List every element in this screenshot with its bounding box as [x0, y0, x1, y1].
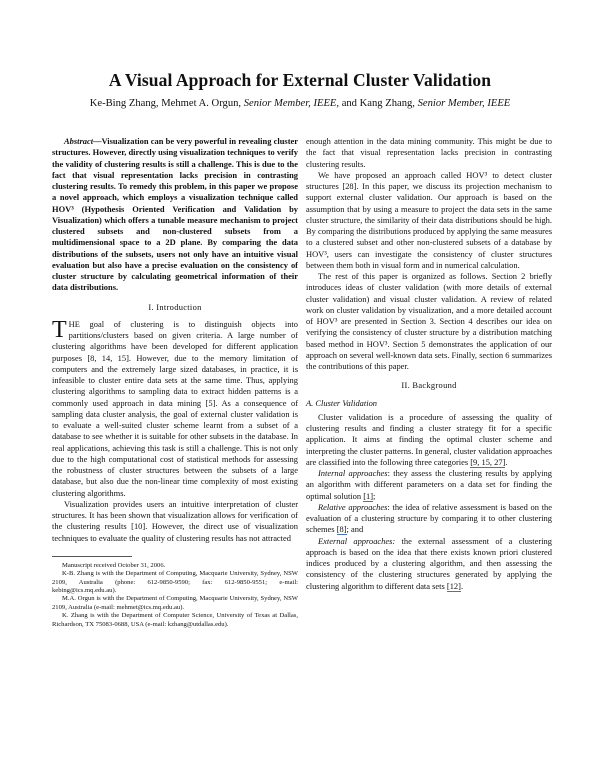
left-column — [52, 136, 298, 629]
author-role-2: Senior Member, IEEE — [417, 98, 511, 109]
footnote-author-1: K-B. Zhang is with the Department of Computing, Macquarie University, Sydney, NSW 2109, Australia (phone: 612-9850-9590; fax: 612-9850-9551; e-mail: kebing@ics.mq.edu.au). — [52, 570, 298, 594]
punctuation: ; — [373, 490, 376, 501]
citation-link[interactable]: [8] — [336, 524, 347, 535]
footnote-author-2: M.A. Orgun is with the Department of Computing, Macquarie University, Sydney, NSW 2109, Australia (e-mail: mehmet@ics.mq.edu.au). — [52, 595, 298, 611]
intro-paragraph-4: The rest of this paper is organized as follows. Section 2 briefly introduces ideas of cluster validation (with more details of external cluster validation) and visual cluster validation. A review of related work on cluster validation by visualization, and a more detailed account of HOV³ are presented in Section 3. Section 4 describes our idea on verifying the consistency of cluster structure by a distribution matching based method in HOV³. Section 5 demonstrates the application of our approach on several well-known data sets. Finally, section 6 summarizes the contributions of this paper. — [306, 271, 552, 371]
internal-approaches-text: : they assess the clustering results by applying an algorithm with different parameters on a data set for finding the optimal solution — [306, 468, 552, 501]
author-names-2: , and Kang Zhang, — [336, 98, 418, 109]
citation-link[interactable]: [1] — [363, 490, 374, 501]
author-line — [0, 98, 600, 109]
footnote-received: Manuscript received October 31, 2006. — [62, 561, 166, 569]
footnote-rule — [52, 556, 132, 557]
drop-cap: T — [52, 316, 67, 343]
author-names-1: Ke-Bing Zhang, Mehmet A. Orgun, — [89, 98, 244, 109]
footnotes — [52, 556, 298, 629]
punctuation: . — [505, 456, 508, 467]
background-paragraph-1 — [306, 412, 552, 468]
abstract-label: Abstract — [64, 136, 94, 146]
section-heading-background: II. Background — [401, 380, 457, 391]
external-approaches-text: the external assessment of a clustering approach is based on the idea that there exists known priori clustered indices produced by a clustering algorithm, and then assessing the consistency of the clustering structures generated by applying the clustering algorithm to different data sets — [306, 535, 552, 591]
citation-link[interactable]: [9, 15, 27] — [470, 456, 506, 467]
intro-continuation: enough attention in the data mining community. This might be due to the fact that visual representation lacks precision in contrasting clustering results. — [306, 136, 552, 169]
relative-approaches-paragraph — [306, 502, 552, 536]
background-paragraph-1-text: Cluster validation is a procedure of assessing the quality of clustering results and finding a cluster strategy fit for a specific application. It aims at finding the optimal cluster scheme and interpreting the cluster patterns. In general, cluster validation approaches are classified into the following three categories — [306, 411, 552, 467]
internal-approaches-paragraph — [306, 468, 552, 502]
citation-link[interactable]: [12] — [446, 580, 461, 591]
section-heading-introduction: I. Introduction — [148, 301, 202, 312]
footnote-author-3: K. Zhang is with the Department of Computer Science, University of Texas at Dallas, Richardson, TX 75083-0688, USA (e-mail: kzhang@utdallas.edu). — [52, 612, 298, 628]
abstract — [52, 136, 298, 294]
relative-approaches-text: : the idea of relative assessment is based on the evaluation of a clustering structure by comparing it to other clustering schemes — [306, 501, 552, 535]
right-column — [306, 136, 552, 592]
external-approaches-label: External approaches: — [318, 535, 396, 546]
punctuation: ; and — [346, 524, 364, 535]
abstract-text: —Visualization can be very powerful in revealing cluster structures. However, directly using visualization techniques to verify the validity of clustering results is still a challenge. This is due to the fact that visual representation lacks precision in contrasting clustering results. To remedy this problem, in this paper we propose a novel approach, which employs a visualization technique called HOV³ (Hypothesis Oriented Verification and Validation by Visualization) which offers a tunable measure mechanism to project clustered subsets and non-clustered subsets from a multidimensional space to a 2D plane. By comparing the data distributions of the subsets, users not only have an intuitive visual evaluation but also have a precise evaluation on the consistency of cluster structure by calculating geometrical information of their data distributions. — [52, 136, 298, 293]
intro-paragraph-3: We have proposed an approach called HOV³ to detect cluster structures [28]. In this paper, we discuss its projection mechanism to support external cluster validation. Our approach is based on the assumption that by using a measure to project the data sets in the same cluster structure, the similarity of their data distributions should be high. By comparing the distributions produced by applying the same measures to a clustered subset and other non-clustered subsets of a database by HOV³, users can investigate the consistency of cluster structures between them both in visual form and in numerical calculation. — [306, 169, 552, 270]
paper-title: A Visual Approach for External Cluster Validation — [108, 70, 492, 90]
internal-approaches-label: Internal approaches — [318, 468, 388, 478]
intro-paragraph-1 — [52, 316, 298, 499]
intro-paragraph-1-text: HE goal of clustering is to distinguish objects into partitions/clusters based on given criteria. A large number of clustering algorithms have been developed for different application purposes [8, 14, 15]. However, due to the memory limitation of computers and the extremely large sized databases, in practice, it is infeasible to cluster entire data sets at the same time. Thus, applying clustering algorithms to sampling data to extract hidden patterns is a commonly used approach in data mining [5]. As a consequence of sampling data cluster analysis, the goal of external cluster validation is to evaluate a well-suited cluster scheme learnt from a subset of a database to see whether it is suitable for other subsets in the database. In real applications, achieving this task is still a challenge. This is not only due to the high computational cost of statistical methods for assessing the robustness of cluster structures between the subsets of a large database, but also due the non-linear time complexity of most existing clustering algorithms. — [52, 318, 298, 498]
external-approaches-paragraph — [306, 536, 552, 592]
relative-approaches-label: Relative approaches — [318, 501, 388, 512]
punctuation: . — [460, 580, 464, 591]
author-role-1: Senior Member, IEEE — [243, 98, 337, 109]
subsection-heading-cluster-validation: A. Cluster Validation — [306, 397, 378, 408]
intro-paragraph-2: Visualization provides users an intuitive interpretation of cluster structures. It has been shown that visualization allows for verification of the clustering results [10]. However, the direct use of visualization techniques to evaluate the quality of clustering results has not attracted — [52, 498, 298, 543]
